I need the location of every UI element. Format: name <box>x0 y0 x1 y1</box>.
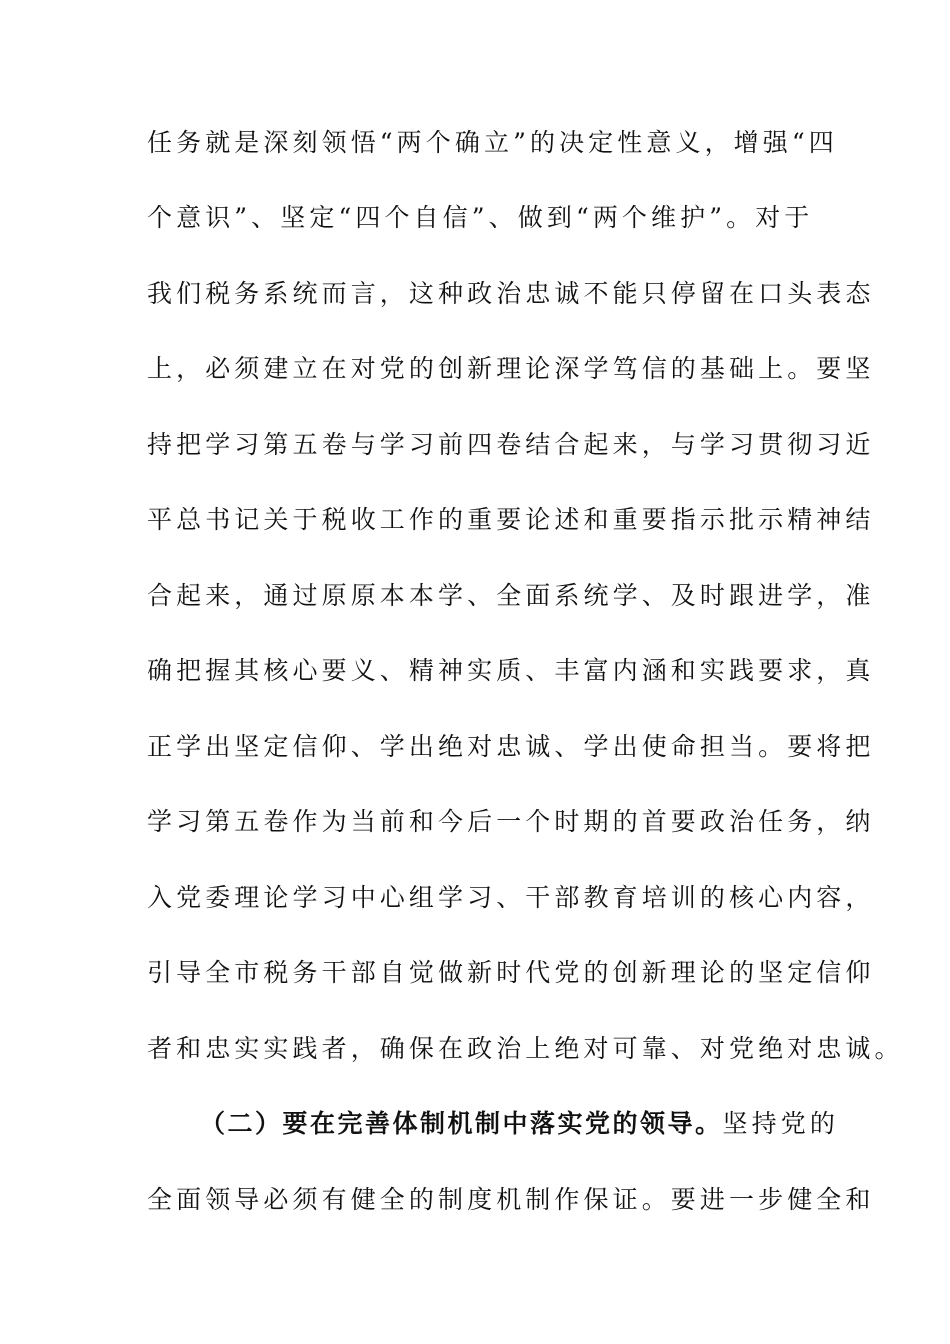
section-heading-tail: 坚持党的 <box>722 1109 839 1138</box>
body-line-12: 引导全市税务干部自觉做新时代党的创新理论的坚定信仰 <box>147 958 875 987</box>
body-line-4: 上，必须建立在对党的创新理论深学笃信的基础上。要坚 <box>147 354 875 383</box>
body-line-7: 合起来，通过原原本本学、全面系统学、及时跟进学，准 <box>147 581 875 610</box>
body-line-10: 学习第五卷作为当前和今后一个时期的首要政治任务，纳 <box>147 807 875 836</box>
body-line-11: 入党委理论学习中心组学习、干部教育培训的核心内容， <box>147 883 875 912</box>
section-heading: （二）要在完善体制机制中落实党的领导。 <box>200 1109 723 1138</box>
section-line-1: 全面领导必须有健全的制度机制作保证。要进一步健全和 <box>147 1185 875 1214</box>
body-line-8: 确把握其核心要义、精神实质、丰富内涵和实践要求，真 <box>147 656 875 685</box>
body-line-13: 者和忠实实践者，确保在政治上绝对可靠、对党绝对忠诚。 <box>147 1034 904 1063</box>
body-line-2: 个意识”、坚定“四个自信”、做到“两个维护”。对于 <box>147 203 814 232</box>
body-line-9: 正学出坚定信仰、学出绝对忠诚、学出使命担当。要将把 <box>147 732 875 761</box>
body-line-6: 平总书记关于税收工作的重要论述和重要指示批示精神结 <box>147 505 875 534</box>
body-line-3: 我们税务系统而言，这种政治忠诚不能只停留在口头表态 <box>147 279 875 308</box>
body-line-5: 持把学习第五卷与学习前四卷结合起来，与学习贯彻习近 <box>147 430 875 459</box>
body-line-1: 任务就是深刻领悟“两个确立”的决定性意义，增强“四 <box>147 128 838 157</box>
section-heading-line <box>200 1109 860 1139</box>
